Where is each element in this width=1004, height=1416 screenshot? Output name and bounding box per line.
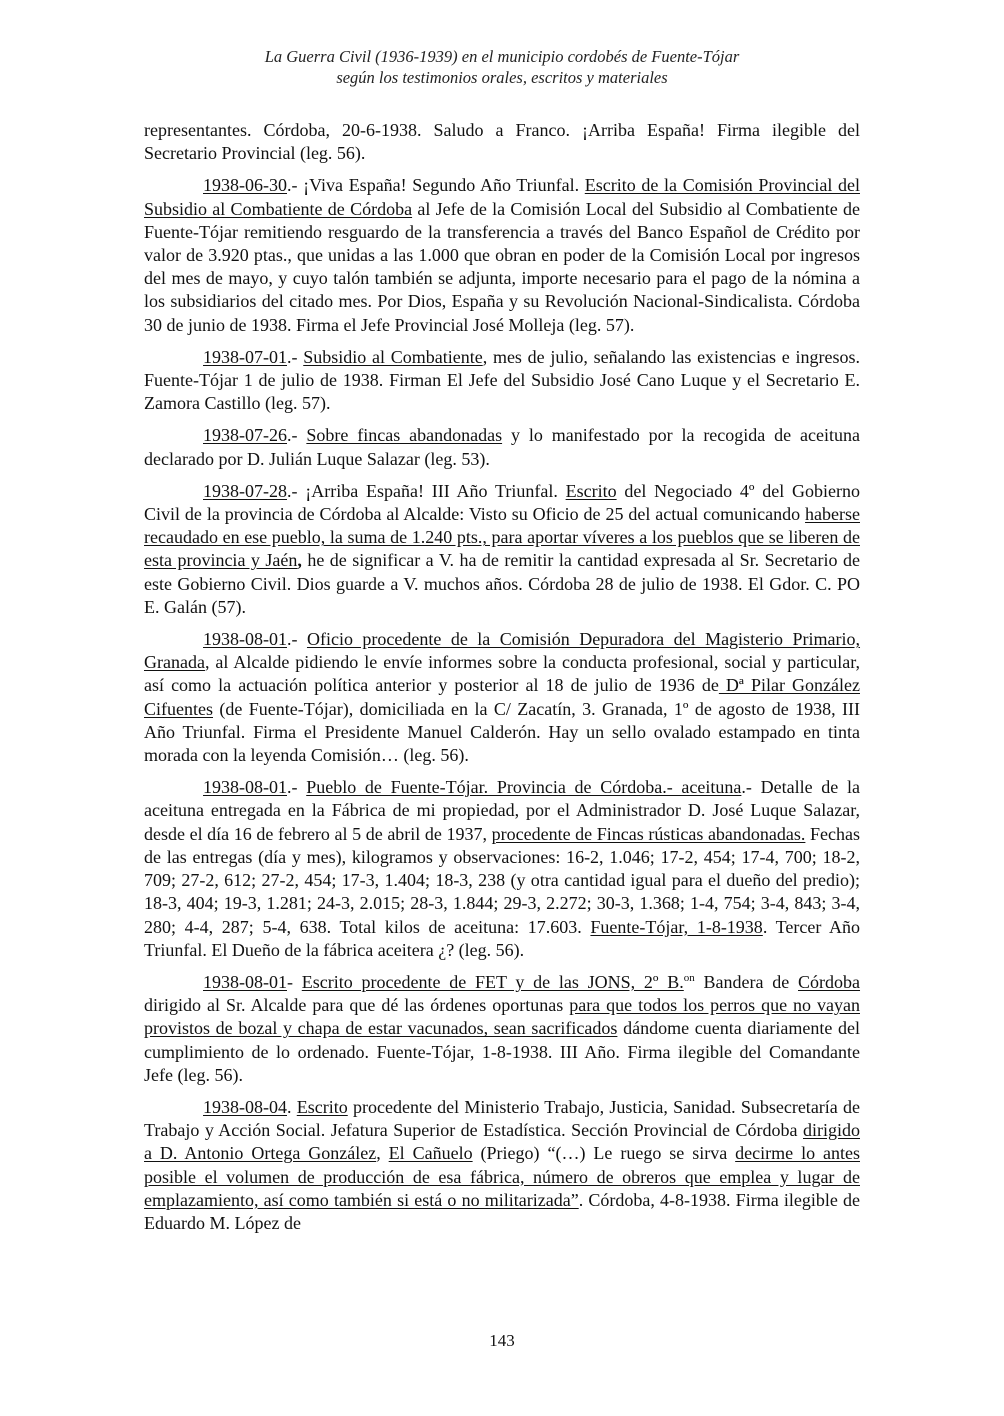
underlined-text: Escrito: [296, 1096, 348, 1117]
underlined-text: haberse recaudado en ese pueblo, la suma de 1.240 pts., para aportar víveres a los pueblos que se liberen de esta provincia y Jaén: [144, 504, 860, 571]
underlined-text: Escrito de la Comisión Provincial del Subsidio al Combatiente de Córdoba: [144, 175, 860, 219]
underlined-text: 1938-08-01: [203, 777, 287, 798]
text-segment: Fechas de las entregas (día y mes), kilogramos y observaciones: 16-2, 1.046; 17-2, 454; 17-4, 700; 18-2, 709; 27-2, 612; 27-2, 454; 17-3, 1.404; 18-3, 238 (y otra cantidad igual para el dueño del predio); 18-3, 404; 19-3, 1.281; 24-3, 2.015; 28-3, 1.844; 29-3, 2.272; 30-3, 1.368; 1-4, 754; 3-4, 843; 3-4, 280; 4-4, 287; 5-4, 638. Total kilos de aceituna: 17.603.: [144, 823, 860, 937]
text-segment: dirigido al Sr. Alcalde para que dé las órdenes oportunas: [144, 995, 570, 1016]
body-text: [144, 119, 860, 1244]
underlined-text: dirigido a D. Antonio Ortega González: [144, 1120, 860, 1164]
text-segment: , al Alcalde pidiendo le envíe informes sobre la conducta profesional, social y particular, así como la actuación política anterior y posterior al 18 de julio de 1936 de: [144, 652, 860, 696]
underlined-text: 1938-08-01: [203, 629, 287, 650]
underlined-text: El Cañuelo: [388, 1143, 473, 1164]
underlined-text: Oficio procedente de la Comisión Depuradora del Magisterio Primario, Granada: [144, 629, 861, 673]
text-segment: .-: [287, 425, 307, 446]
underlined-text: para que todos los perros que no vayan provistos de bozal y chapa de estar vacunados, sean sacrificados: [144, 995, 860, 1039]
text-segment: ,: [376, 1143, 389, 1164]
underlined-text: Pueblo de Fuente-Tójar. Provincia de Córdoba.- aceituna: [306, 777, 742, 798]
underlined-text: 1938-07-26: [203, 425, 287, 446]
header-title-line-1: La Guerra Civil (1936-1939) en el municipio cordobés de Fuente-Tójar: [264, 47, 740, 66]
text-segment: procedente del Ministerio Trabajo, Justicia, Sanidad. Subsecretaría de Trabajo y Acción Social. Jefatura Superior de Estadística. Sección Provincial de Córdoba: [144, 1096, 861, 1141]
text-segment: .-: [287, 777, 307, 798]
text-segment: al Jefe de la Comisión Local del Subsidio al Combatiente de Fuente-Tójar remitiendo resguardo de la transferencia a través del Banco Español de Crédito por valor de 3.920 ptas., que unidas a las 1.000 que obran en poder de la Comisión Local por ingresos del mes de mayo, y cuyo talón también se adjunta, importe necesario para el pago de la nómina a los subsidiarios del citado mes. Por Dios, España y su Revolución Nacional-Sindicalista. Córdoba 30 de junio de 1938. Firma el Jefe Provincial José Molleja (leg. 57).: [144, 198, 861, 335]
paragraph: [144, 424, 860, 470]
underlined-text: 1938-08-04: [203, 1096, 287, 1117]
page-number: 143: [489, 1331, 515, 1350]
text-segment: (de Fuente-Tójar), domiciliada en la C/ Zacatín, 3. Granada, 1º de agosto de 1938, III Año Triunfal. Firma el Presidente Manuel Calderón. Hay un sello ovalado estampado en tinta morada con la leyenda Comisión… (leg. 56).: [144, 698, 860, 766]
underlined-text: 1938-06-30: [203, 175, 287, 196]
paragraph: [144, 776, 860, 962]
paragraph: [144, 628, 860, 767]
paragraph: [144, 480, 860, 619]
running-header: [0, 46, 1004, 88]
text-segment: .: [287, 1096, 297, 1117]
paragraph: [144, 346, 860, 416]
underlined-text: 1938-07-28: [203, 480, 287, 501]
text-segment: -: [287, 971, 302, 992]
text-segment: . Tercer Año Triunfal. El Dueño de la fábrica aceitera ¿? (leg. 56).: [144, 916, 860, 960]
text-segment: .- ¡Arriba España! III Año Triunfal.: [287, 480, 566, 501]
underlined-text: decirme lo antes posible el volumen de producción de esa fábrica, número de obreros que emplea y lugar de emplazamiento, así como también si está o no militarizada”: [144, 1143, 860, 1210]
underlined-text: Subsidio al Combatiente: [303, 346, 483, 367]
underlined-text: Escrito: [565, 480, 617, 501]
text-segment: he de significar a V. ha de remitir la cantidad expresada al Sr. Secretario de este Gobierno Civil. Dios guarde a V. muchos años. Córdoba 28 de julio de 1938. El Gdor. C. PO E. Galán (57).: [144, 550, 860, 617]
text-segment: dándome cuenta diariamente del cumplimiento de lo ordenado. Fuente-Tójar, 1-8-1938. III Año. Firma ilegible del Comandante Jefe (leg. 56).: [144, 1018, 860, 1085]
underlined-text: Dª Pilar González Cifuentes: [144, 675, 860, 719]
text-segment: representantes. Córdoba, 20-6-1938. Saludo a Franco. ¡Arriba España! Firma ilegible del Secretario Provincial (leg. 56).: [144, 120, 860, 164]
underlined-text: Sobre fincas abandonadas: [306, 425, 503, 446]
text-segment: .-: [287, 346, 304, 367]
text-segment: del Negociado 4º del Gobierno Civil de la provincia de Córdoba al Alcalde: Visto su Oficio de 25 del actual comunicando: [144, 480, 860, 525]
paragraph: [144, 971, 860, 1087]
text-segment: (Priego) “(…) Le ruego se sirva: [472, 1143, 736, 1164]
underlined-text: Fuente-Tójar, 1-8-1938: [590, 916, 763, 937]
underlined-text: procedente de Fincas rústicas abandonadas.: [491, 823, 806, 844]
underlined-text: 1938-08-01: [203, 971, 287, 992]
paragraph: [144, 1096, 860, 1235]
text-segment: .- ¡Viva España! Segundo Año Triunfal.: [287, 175, 585, 196]
underlined-text: Córdoba: [798, 971, 861, 992]
text-segment: y lo manifestado por la recogida de aceituna declarado por D. Julián Luque Salazar (leg. 53).: [144, 425, 860, 469]
text-segment: , mes de julio, señalando las existencias e ingresos. Fuente-Tójar 1 de julio de 1938. Firman El Jefe del Subsidio José Cano Luque y el Secretario E. Zamora Castillo (leg. 57).: [144, 346, 860, 414]
text-segment: Bandera de: [694, 971, 799, 992]
text-segment: . Córdoba, 4-8-1938. Firma ilegible de Eduardo M. López de: [144, 1189, 860, 1233]
underlined-text: 1938-07-01: [203, 346, 287, 367]
text-segment: .- Detalle de la aceituna entregada en la Fábrica de mi propiedad, por el Administrador D. José Luque Salazar, desde el día 16 de febrero al 5 de abril de 1937,: [144, 777, 860, 844]
text-segment: ,: [297, 550, 302, 571]
paragraph: [144, 174, 860, 336]
paragraph: [144, 119, 860, 165]
text-segment: on: [683, 971, 695, 984]
underlined-text: Escrito procedente de FET y de las JONS, 2º B.: [301, 971, 684, 992]
text-segment: .-: [287, 629, 307, 650]
header-title-line-2: según los testimonios orales, escritos y materiales: [336, 68, 668, 87]
